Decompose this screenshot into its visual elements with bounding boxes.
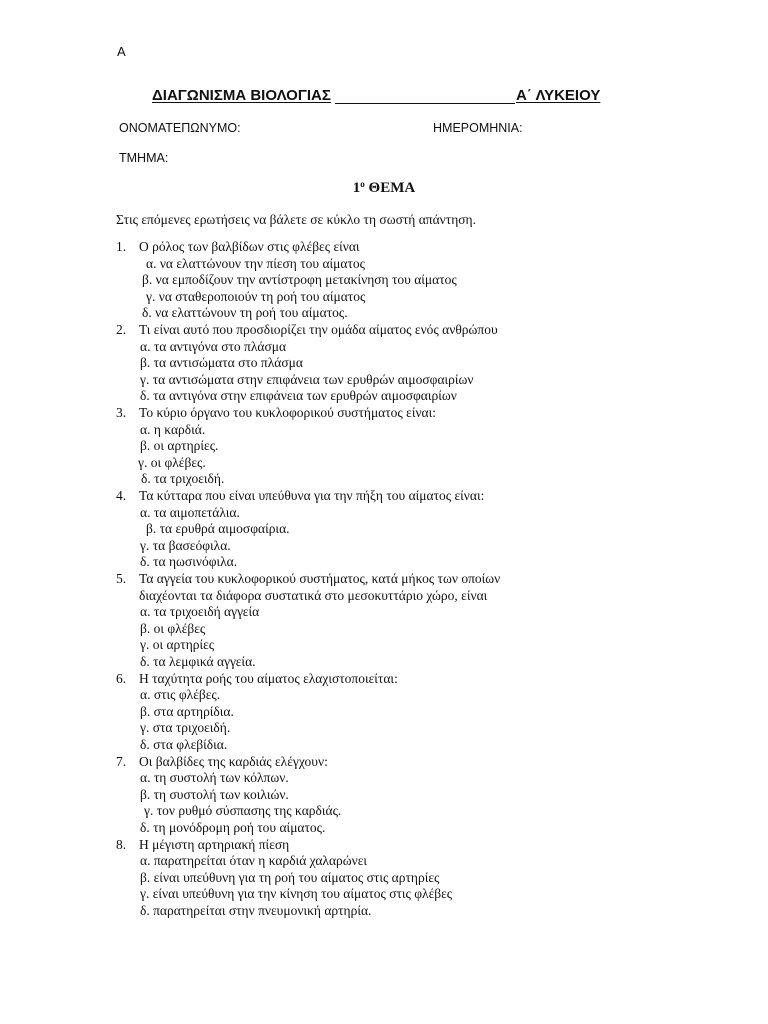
student-name-label: ΟΝΟΜΑΤΕΠΩΝΥΜΟ: — [119, 121, 241, 135]
answer-option-text: δ. τη μονόδρομη ροή του αίματος. — [140, 820, 326, 835]
answer-option-text: α. τα αντιγόνα στο πλάσμα — [140, 338, 287, 354]
exam-title: ΔΙΑΓΩΝΙΣΜΑ ΒΙΟΛΟΓΙΑΣ — [152, 87, 331, 104]
question-number: 7. — [116, 753, 127, 769]
question-number: 6. — [116, 670, 127, 686]
instructions-text: Στις επόμενες ερωτήσεις να βάλετε σε κύκλο τη σωστή απάντηση. — [116, 212, 476, 227]
answer-option-text: β. είναι υπεύθυνη για τη ροή του αίματος στις αρτηρίες — [140, 869, 440, 885]
question-number: 1. — [116, 239, 127, 254]
question-text: Η ταχύτητα ροής του αίματος ελαχιστοποιείται: — [139, 670, 398, 686]
title-underline-rule — [335, 103, 515, 104]
answer-option-text: β. τη συστολή των κοιλιών. — [140, 786, 289, 802]
answer-option-text: γ. τα βασεόφιλα. — [140, 537, 231, 553]
theme-word: ΘΕΜΑ — [368, 180, 416, 196]
answer-option-text: γ. τον ρυθμό σύσπασης της καρδιάς. — [144, 803, 342, 819]
theme-heading — [0, 180, 768, 197]
question-text: Το κύριο όργανο του κυκλοφορικού συστήματος είναι: — [139, 405, 437, 420]
theme-number: 1 — [352, 180, 361, 196]
class-label: ΤΜΗΜΑ: — [119, 151, 169, 165]
answer-option-text: β. τα αντισώματα στο πλάσμα — [140, 355, 303, 371]
page-header-letter: Α — [117, 44, 126, 59]
answer-option-text: δ. να ελαττώνουν τη ροή του αίματος. — [142, 305, 348, 321]
answer-option-text: α. παρατηρείται όταν η καρδιά χαλαρώνει — [140, 853, 368, 869]
answer-option-text: α. στις φλέβες. — [140, 687, 221, 703]
answer-option-text: γ. οι φλέβες. — [138, 454, 206, 470]
answer-option-text: γ. είναι υπεύθυνη για την κίνηση του αίματος στις φλέβες — [140, 886, 453, 902]
answer-option-text: δ. τα τριχοειδή. — [141, 471, 225, 487]
answer-option-text: α. τη συστολή των κόλπων. — [140, 770, 289, 786]
question-text: Τα αγγεία του κυκλοφορικού συστήματος, κατά μήκος των οποίων — [139, 571, 501, 586]
answer-option-text: δ. παρατηρείται στην πνευμονική αρτηρία. — [140, 903, 372, 918]
answer-option-text: β. οι φλέβες — [140, 620, 206, 636]
question-text-line-2: διαχέονται τα διάφορα συστατικά στο μεσοκυττάριο χώρο, είναι — [139, 587, 488, 603]
answer-option-text: α. να ελαττώνουν την πίεση του αίματος — [146, 255, 365, 271]
answer-option-text: α. τα αιμοπετάλια. — [140, 504, 240, 520]
question-number: 3. — [116, 405, 127, 420]
date-label: ΗΜΕΡΟΜΗΝΙΑ: — [433, 121, 523, 135]
theme-ordinal: ο — [360, 179, 365, 189]
answer-option-text: β. οι αρτηρίες. — [140, 438, 219, 454]
exam-grade: Α΄ ΛΥΚΕΙΟΥ — [516, 87, 601, 104]
answer-option-text: α. τα τριχοειδή αγγεία — [140, 604, 260, 620]
question-text: Ο ρόλος των βαλβίδων στις φλέβες είναι — [139, 239, 360, 254]
answer-option-text: β. στα αρτηρίδια. — [140, 703, 234, 719]
answer-option-text: β. τα ερυθρά αιμοσφαίρια. — [146, 521, 290, 537]
question-text: Η μέγιστη αρτηριακή πίεση — [139, 836, 290, 852]
question-number: 5. — [116, 571, 127, 586]
answer-option-text: δ. τα λεμφικά αγγεία. — [140, 654, 256, 669]
answer-option-text: γ. να σταθεροποιούν τη ροή του αίματος — [146, 288, 366, 304]
answer-option-text: δ. στα φλεβίδια. — [140, 737, 228, 752]
answer-option-text: γ. τα αντισώματα στην επιφάνεια των ερυθρών αιμοσφαιρίων — [140, 371, 474, 387]
answer-option-text: δ. τα ηωσινόφιλα. — [140, 554, 238, 570]
answer-option-text: δ. τα αντιγόνα στην επιφάνεια των ερυθρών αιμοσφαιρίων — [140, 388, 457, 404]
question-number: 8. — [116, 836, 127, 852]
question-number: 4. — [116, 488, 127, 503]
answer-option-text: γ. οι αρτηρίες — [140, 637, 215, 653]
answer-option-text: β. να εμποδίζουν την αντίστροφη μετακίνηση του αίματος — [142, 272, 457, 288]
question-text: Τα κύτταρα που είναι υπεύθυνα για την πήξη του αίματος είναι: — [139, 488, 485, 503]
question-text: Οι βαλβίδες της καρδιάς ελέγχουν: — [139, 753, 328, 769]
question-text: Τι είναι αυτό που προσδιορίζει την ομάδα αίματος ενός ανθρώπου — [139, 322, 498, 337]
question-number: 2. — [116, 322, 127, 337]
answer-option-text: γ. στα τριχοειδή. — [140, 720, 231, 736]
answer-option-text: α. η καρδιά. — [140, 421, 206, 437]
